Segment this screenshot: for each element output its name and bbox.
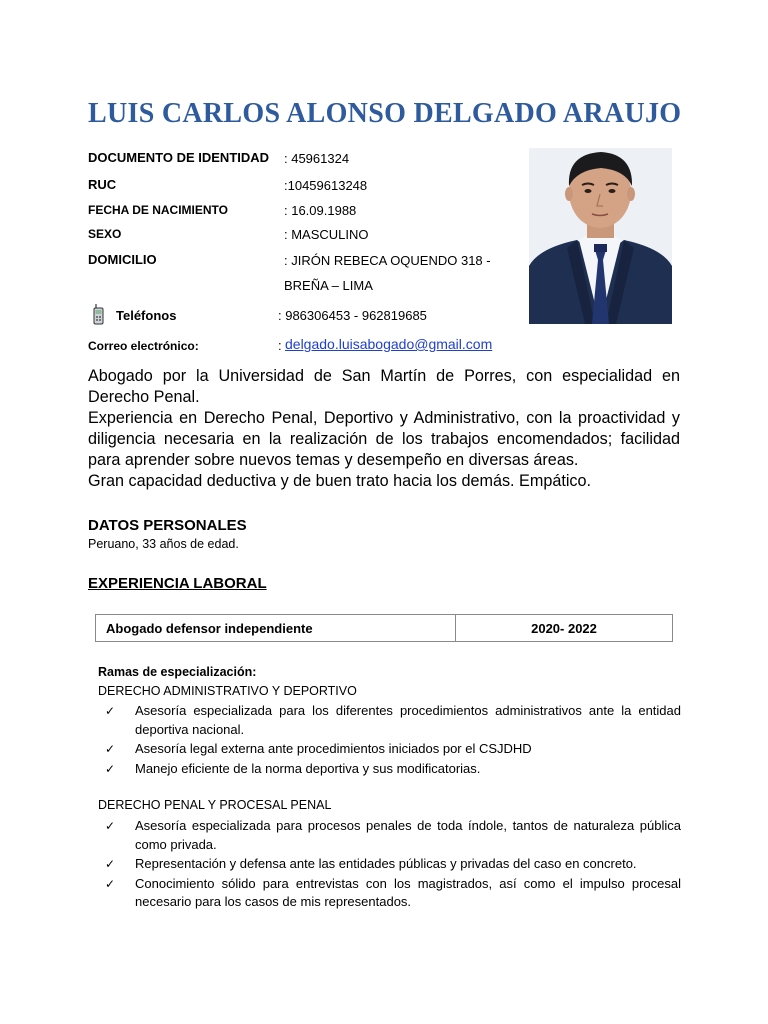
- section-title-admin: [98, 684, 357, 698]
- list-item-text: Asesoría especializada para procesos penales de toda índole, tantos de naturaleza pública como privada.: [135, 818, 681, 852]
- document-id-label: DOCUMENTO DE IDENTIDAD: [88, 150, 270, 165]
- sex-label: SEXO: [88, 227, 122, 241]
- section-title-text: DERECHO ADMINISTRATIVO Y DEPORTIVO: [98, 684, 357, 698]
- address-label: DOMICILIO: [88, 252, 157, 267]
- email-link[interactable]: delgado.luisabogado@gmail.com: [285, 336, 493, 352]
- personal-data-heading: DATOS PERSONALES: [88, 517, 247, 534]
- sex-value: : MASCULINO: [284, 227, 369, 242]
- summary-paragraph: Abogado por la Universidad de San Martín de Porres, con especialidad en Derecho Penal.: [88, 367, 680, 406]
- document-id-value: : 45961324: [284, 151, 350, 166]
- section-title-text: DERECHO PENAL Y PROCESAL PENAL: [98, 798, 332, 812]
- email-label: Correo electrónico:: [88, 339, 199, 353]
- profile-photo: [529, 148, 672, 324]
- phones-value: : 986306453 - 962819685: [278, 308, 427, 323]
- check-icon: ✓: [105, 761, 116, 776]
- check-icon: ✓: [105, 704, 116, 718]
- ruc-value: :10459613248: [284, 178, 368, 193]
- ruc-label: RUC: [88, 177, 117, 192]
- address-value-line2: BREÑA – LIMA: [284, 278, 373, 293]
- list-item: [105, 760, 681, 779]
- summary-paragraph: Experiencia en Derecho Penal, Deportivo y Administrativo, con la proactividad y diligencia necesaria en la realización de los trabajos encomendados; facilidad para aprender sobre nuevos temas y desempeño en diversas áreas.: [88, 409, 680, 469]
- mobile-phone-icon: [92, 304, 106, 326]
- check-icon: ✓: [105, 857, 116, 871]
- list-item-text: Conocimiento sólido para entrevistas con los magistrados, así como el impulso procesal necesario para los casos de mis representados.: [135, 875, 681, 909]
- list-item-text: Asesoría legal externa ante procedimientos iniciados por el CSJDHD: [135, 741, 532, 756]
- list-item-text: Asesoría especializada para los diferentes procedimientos administrativos ante la entidad deportiva nacional.: [135, 703, 681, 737]
- job-table: [95, 614, 673, 642]
- list-item: [105, 702, 681, 739]
- check-icon: ✓: [105, 876, 116, 891]
- specialization-label: Ramas de especialización:: [98, 665, 257, 679]
- list-item: [105, 740, 681, 759]
- list-item-text: Representación y defensa ante las entidades públicas y privadas del caso en concreto.: [135, 856, 637, 871]
- birth-date-value: : 16.09.1988: [284, 203, 357, 218]
- list-item: [105, 875, 681, 912]
- address-value-line1: : JIRÓN REBECA OQUENDO 318 -: [284, 253, 491, 268]
- list-item: [105, 817, 681, 854]
- work-experience-heading: EXPERIENCIA LABORAL: [88, 575, 267, 592]
- candidate-name: LUIS CARLOS ALONSO DELGADO ARAUJO: [88, 98, 682, 129]
- email-colon: :: [278, 338, 282, 353]
- job-period: 2020- 2022: [456, 615, 673, 642]
- admin-duties-list: [105, 702, 681, 779]
- check-icon: ✓: [105, 819, 116, 833]
- professional-summary: [88, 366, 680, 492]
- list-item-text: Manejo eficiente de la norma deportiva y sus modificatorias.: [135, 760, 481, 776]
- section-title-penal: [98, 798, 331, 812]
- check-icon: ✓: [105, 742, 116, 756]
- summary-paragraph: Gran capacidad deductiva y de buen trato hacia los demás. Empático.: [88, 472, 592, 490]
- personal-data-text: Peruano, 33 años de edad.: [88, 537, 239, 551]
- penal-duties-list: [105, 817, 681, 913]
- phones-label: Teléfonos: [116, 308, 177, 323]
- job-position: Abogado defensor independiente: [96, 615, 456, 642]
- birth-date-label: FECHA DE NACIMIENTO: [88, 203, 229, 217]
- list-item: [105, 855, 681, 874]
- table-row: [96, 615, 673, 642]
